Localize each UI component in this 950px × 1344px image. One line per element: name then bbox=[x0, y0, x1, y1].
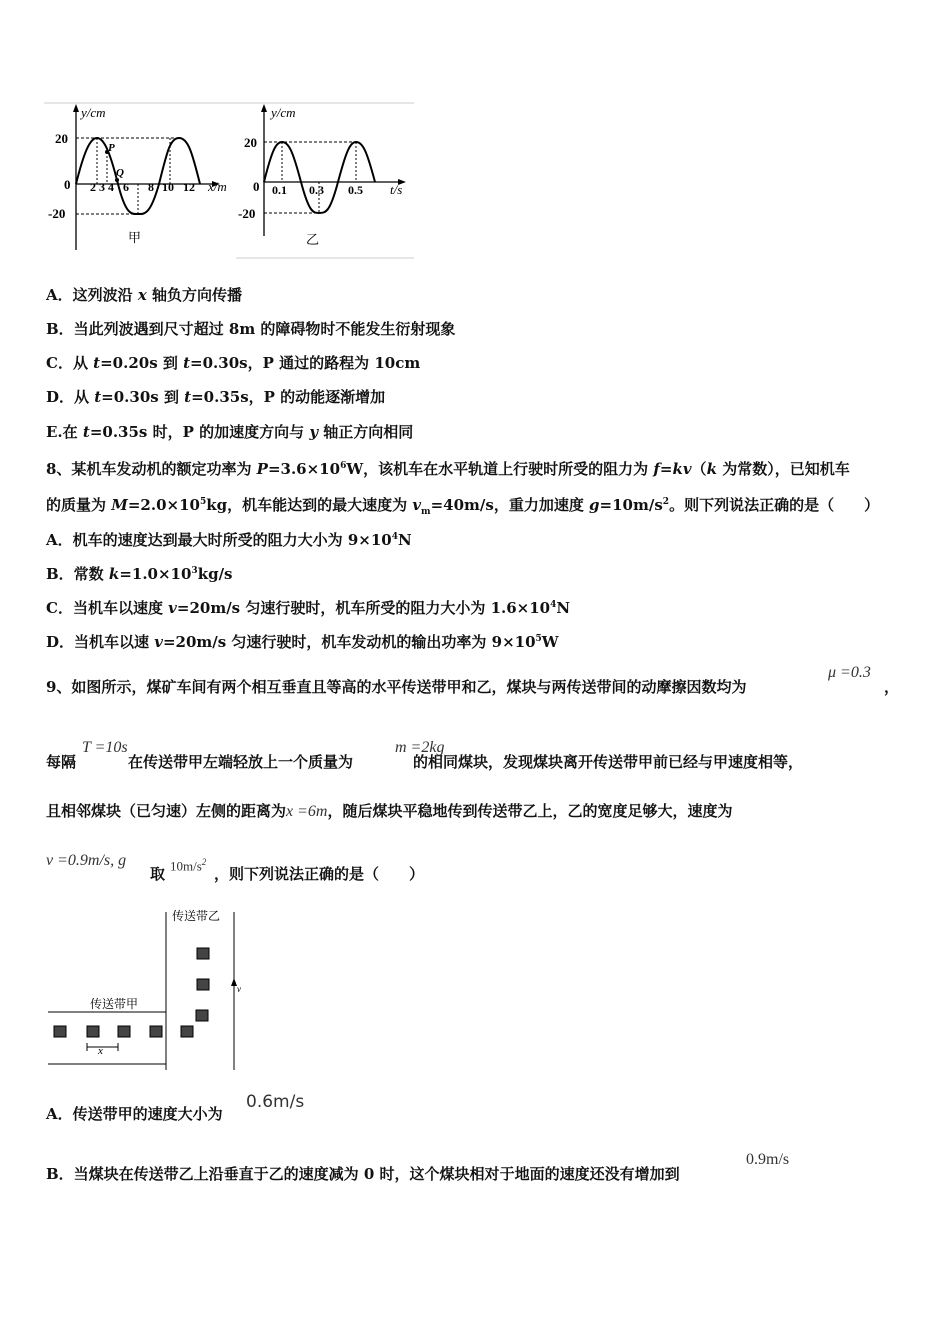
y-axis-label: y/cm bbox=[81, 105, 106, 120]
velocity-label: v bbox=[237, 984, 241, 994]
tick-pos: 20 bbox=[55, 131, 68, 146]
q9-g-value: $10m/s^2$ bbox=[170, 857, 207, 874]
vibration-graph-yi bbox=[236, 100, 416, 262]
coal-block bbox=[118, 1026, 130, 1037]
q7-option-c: C．从 t=0.20s 到 t=0.30s，P 通过的路程为 10cm bbox=[46, 354, 421, 372]
tick-pos: 20 bbox=[244, 135, 257, 150]
q9-option-a: A．传送带甲的速度大小为 bbox=[46, 1105, 223, 1123]
coal-block bbox=[197, 979, 209, 990]
point-q: Q bbox=[116, 167, 124, 179]
graph-caption: 甲 bbox=[128, 230, 142, 245]
graph-caption: 乙 bbox=[306, 232, 320, 247]
wave-graph-jia bbox=[44, 100, 240, 262]
q9-stem-line3: 且相邻煤块（已匀速）左侧的距离为x =6m，随后煤块平稳地传到传送带乙上，乙的宽度足够大，速度为 bbox=[46, 802, 733, 820]
origin-label: 0 bbox=[253, 179, 260, 194]
t-tick-0.3: 0.3 bbox=[309, 183, 324, 197]
point-p: P bbox=[108, 142, 115, 154]
q9-stem-line2: 每隔 在传送带甲左端轻放上一个质量为 的相同煤块，发现煤块离开传送带甲前已经与甲速度相等， bbox=[46, 753, 804, 771]
q9-qu: 取 bbox=[150, 865, 166, 883]
t-axis-label: t/s bbox=[390, 182, 403, 197]
q9-option-b: B．当煤块在传送带乙上沿垂直于乙的速度减为 0 时，这个煤块相对于地面的速度还没有增加到 bbox=[46, 1165, 680, 1183]
tick-neg: -20 bbox=[48, 206, 66, 221]
x-axis-label: x/m bbox=[208, 179, 227, 194]
q9-stem-line4: ，则下列说法正确的是（ ） bbox=[214, 865, 425, 883]
q9-mu-value: μ =0.3 bbox=[828, 664, 871, 681]
q8-option-a: A．机车的速度达到最大时所受的阻力大小为 $9\times 10^4N$ bbox=[46, 531, 412, 549]
q8-stem-line1: 8、某机车发动机的额定功率为 $P=3.6\times 10^6W$，该机车在水平轨道上行驶时所受的阻力为 f=kv（k 为常数），已知机车 bbox=[46, 460, 850, 478]
q9-stem-line1: 9、如图所示，煤矿车间有两个相互垂直且等高的水平传送带甲和乙，煤块与两传送带间的动摩擦因数均为 bbox=[46, 678, 747, 696]
q8-option-c: C．当机车以速度 v=20m/s 匀速行驶时，机车所受的阻力大小为 $1.6\times 10^4N$ bbox=[46, 599, 571, 617]
q7-option-b: B．当此列波遇到尺寸超过 8m 的障碍物时不能发生衍射现象 bbox=[46, 320, 456, 338]
coal-block bbox=[181, 1026, 193, 1037]
coal-block bbox=[54, 1026, 66, 1037]
q9-v-g-values: v =0.9m/s, g bbox=[46, 852, 127, 869]
coal-block bbox=[196, 1010, 208, 1021]
coal-block bbox=[87, 1026, 99, 1037]
origin-label: 0 bbox=[64, 177, 71, 192]
q7-option-a: A．这列波沿 x 轴负方向传播 bbox=[46, 286, 243, 304]
label-belt-yi: 传送带乙 bbox=[172, 909, 221, 923]
tick-neg: -20 bbox=[238, 206, 256, 221]
wave-curve bbox=[76, 138, 200, 214]
q9-m-value: m =2kg bbox=[395, 739, 445, 756]
x-tick-2: 2 bbox=[90, 180, 96, 194]
q8-option-d: D．当机车以速 v=20m/s 匀速行驶时，机车发动机的输出功率为 $9\times 10^5W$ bbox=[46, 633, 559, 651]
t-tick-0.1: 0.1 bbox=[272, 183, 287, 197]
q8-option-b: B．常数 $k=1.0\times 10^3kg/s$ bbox=[46, 565, 233, 583]
q7-option-d: D．从 t=0.30s 到 t=0.35s，P 的动能逐渐增加 bbox=[46, 388, 386, 406]
x-tick-12: 12 bbox=[183, 180, 195, 194]
q7-option-e: E.在 t=0.35s 时，P 的加速度方向与 y 轴正方向相同 bbox=[46, 423, 414, 441]
y-axis-label: y/cm bbox=[271, 105, 296, 120]
x-tick-6: 6 bbox=[123, 180, 129, 194]
coal-block bbox=[197, 948, 209, 959]
conveyor-figure bbox=[46, 906, 246, 1074]
coal-block bbox=[150, 1026, 162, 1037]
x-tick-3: 3 bbox=[99, 180, 105, 194]
t-tick-0.5: 0.5 bbox=[348, 183, 363, 197]
x-tick-8: 8 bbox=[148, 180, 154, 194]
q9-option-a-value: 0.6m/s bbox=[246, 1092, 305, 1112]
label-belt-jia: 传送带甲 bbox=[90, 997, 139, 1011]
q9-T-value: T =10s bbox=[82, 739, 128, 756]
q9-comma: ， bbox=[884, 678, 900, 696]
x-tick-4: 4 bbox=[108, 180, 114, 194]
spacing-label: x bbox=[98, 1045, 103, 1057]
q9-option-b-value: 0.9m/s bbox=[746, 1151, 790, 1168]
q8-stem-line2: 的质量为 $M=2.0\times 10^5kg$，机车能达到的最大速度为 $v_m=40m/s$，重力加速度 $g=10m/s^2$。则下列说法正确的是（ ） bbox=[46, 496, 880, 517]
x-tick-10: 10 bbox=[162, 180, 174, 194]
